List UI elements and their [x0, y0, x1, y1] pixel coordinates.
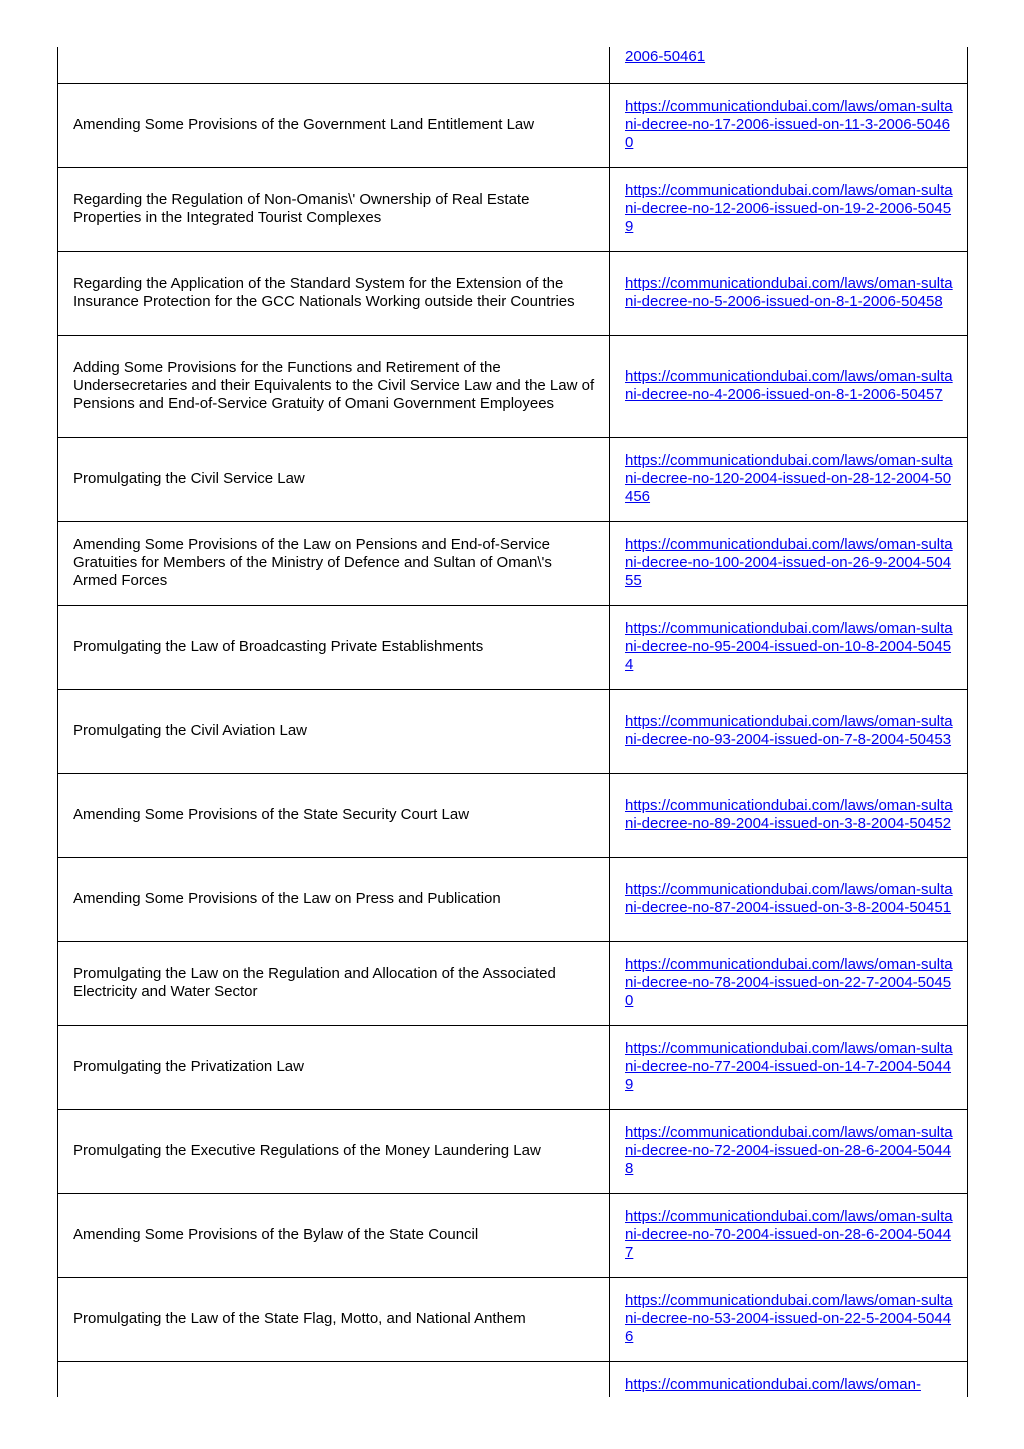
- law-link[interactable]: https://communicationdubai.com/laws/oman-sultani-decree-no-70-2004-issued-on-28-6-2004-50447: [625, 1208, 953, 1261]
- law-link-cell: [610, 521, 968, 605]
- table-row: [58, 689, 968, 773]
- law-title-cell: Promulgating the Law on the Regulation and Allocation of the Associated Electricity and Water Sector: [58, 941, 610, 1025]
- law-title-cell: Promulgating the Law of Broadcasting Private Establishments: [58, 605, 610, 689]
- table-row: [58, 335, 968, 437]
- law-link-cell: [610, 941, 968, 1025]
- law-link-cell: [610, 47, 968, 83]
- law-link[interactable]: 2006-50461: [625, 47, 706, 65]
- law-title-cell: Adding Some Provisions for the Functions and Retirement of the Undersecretaries and their Equivalents to the Civil Service Law and the Law of Pensions and End-of-Service Gratuity of Omani Government Employees: [58, 335, 610, 437]
- table-row: [58, 251, 968, 335]
- law-link[interactable]: https://communicationdubai.com/laws/oman-sultani-decree-no-78-2004-issued-on-22-7-2004-50450: [625, 956, 953, 1009]
- law-link[interactable]: https://communicationdubai.com/laws/oman-sultani-decree-no-100-2004-issued-on-26-9-2004-50455: [625, 536, 953, 589]
- law-title-cell: Promulgating the Law of the State Flag, Motto, and National Anthem: [58, 1277, 610, 1361]
- table-row: [58, 47, 968, 83]
- law-link[interactable]: https://communicationdubai.com/laws/oman-sultani-decree-no-17-2006-issued-on-11-3-2006-50460: [625, 98, 953, 151]
- law-link-cell: [610, 605, 968, 689]
- table-row: [58, 857, 968, 941]
- law-title-cell: [58, 1361, 610, 1397]
- law-link-cell: [610, 251, 968, 335]
- table-row: [58, 521, 968, 605]
- law-title-cell: Promulgating the Privatization Law: [58, 1025, 610, 1109]
- law-link-cell: [610, 167, 968, 251]
- law-link-cell: [610, 83, 968, 167]
- law-title-cell: Regarding the Application of the Standard System for the Extension of the Insurance Protection for the GCC Nationals Working outside their Countries: [58, 251, 610, 335]
- law-link[interactable]: https://communicationdubai.com/laws/oman-sultani-decree-no-12-2006-issued-on-19-2-2006-50459: [625, 182, 953, 235]
- law-link[interactable]: https://communicationdubai.com/laws/oman-sultani-decree-no-72-2004-issued-on-28-6-2004-50448: [625, 1124, 953, 1177]
- table-row: [58, 941, 968, 1025]
- law-title-cell: Amending Some Provisions of the Law on Pensions and End-of-Service Gratuities for Members of the Ministry of Defence and Sultan of Oman\'s Armed Forces: [58, 521, 610, 605]
- table-row: [58, 605, 968, 689]
- law-link[interactable]: https://communicationdubai.com/laws/oman-sultani-decree-no-53-2004-issued-on-22-5-2004-50446: [625, 1292, 953, 1345]
- law-link-cell: [610, 335, 968, 437]
- table-row: [58, 83, 968, 167]
- laws-table: [57, 47, 968, 1397]
- law-link-cell: [610, 1193, 968, 1277]
- law-title-cell: Regarding the Regulation of Non-Omanis\' Ownership of Real Estate Properties in the Integrated Tourist Complexes: [58, 167, 610, 251]
- law-title-cell: Amending Some Provisions of the State Security Court Law: [58, 773, 610, 857]
- law-link-cell: [610, 857, 968, 941]
- law-link[interactable]: https://communicationdubai.com/laws/oman-sultani-decree-no-5-2006-issued-on-8-1-2006-50458: [625, 275, 953, 310]
- law-link[interactable]: https://communicationdubai.com/laws/oman-sultani-decree-no-4-2006-issued-on-8-1-2006-50457: [625, 368, 953, 403]
- law-link[interactable]: https://communicationdubai.com/laws/oman-sultani-decree-no-77-2004-issued-on-14-7-2004-50449: [625, 1040, 953, 1093]
- table-row: [58, 1361, 968, 1397]
- law-link[interactable]: https://communicationdubai.com/laws/oman-sultani-decree-no-95-2004-issued-on-10-8-2004-50454: [625, 620, 953, 673]
- law-title-cell: Amending Some Provisions of the Bylaw of the State Council: [58, 1193, 610, 1277]
- law-link[interactable]: https://communicationdubai.com/laws/oman-sultani-decree-no-89-2004-issued-on-3-8-2004-50452: [625, 797, 953, 832]
- table-row: [58, 773, 968, 857]
- law-title-cell: Amending Some Provisions of the Law on Press and Publication: [58, 857, 610, 941]
- law-link-cell: [610, 1277, 968, 1361]
- table-row: [58, 167, 968, 251]
- law-link-cell: [610, 1025, 968, 1109]
- law-title-cell: Promulgating the Civil Aviation Law: [58, 689, 610, 773]
- law-link-cell: [610, 1109, 968, 1193]
- law-title-cell: [58, 47, 610, 83]
- table-row: [58, 1277, 968, 1361]
- table-row: [58, 1025, 968, 1109]
- law-title-cell: Promulgating the Executive Regulations of the Money Laundering Law: [58, 1109, 610, 1193]
- law-link-cell: [610, 773, 968, 857]
- law-link-cell: [610, 689, 968, 773]
- law-title-cell: Promulgating the Civil Service Law: [58, 437, 610, 521]
- table-row: [58, 437, 968, 521]
- law-link-cell: [610, 1361, 968, 1397]
- law-link[interactable]: https://communicationdubai.com/laws/oman-sultani-decree-no-93-2004-issued-on-7-8-2004-50453: [625, 713, 953, 748]
- law-link[interactable]: https://communicationdubai.com/laws/oman-: [625, 1375, 921, 1393]
- law-link-cell: [610, 437, 968, 521]
- law-link[interactable]: https://communicationdubai.com/laws/oman-sultani-decree-no-87-2004-issued-on-3-8-2004-50451: [625, 881, 953, 916]
- law-title-cell: Amending Some Provisions of the Government Land Entitlement Law: [58, 83, 610, 167]
- law-link[interactable]: https://communicationdubai.com/laws/oman-sultani-decree-no-120-2004-issued-on-28-12-2004-50456: [625, 452, 953, 505]
- table-row: [58, 1193, 968, 1277]
- table-row: [58, 1109, 968, 1193]
